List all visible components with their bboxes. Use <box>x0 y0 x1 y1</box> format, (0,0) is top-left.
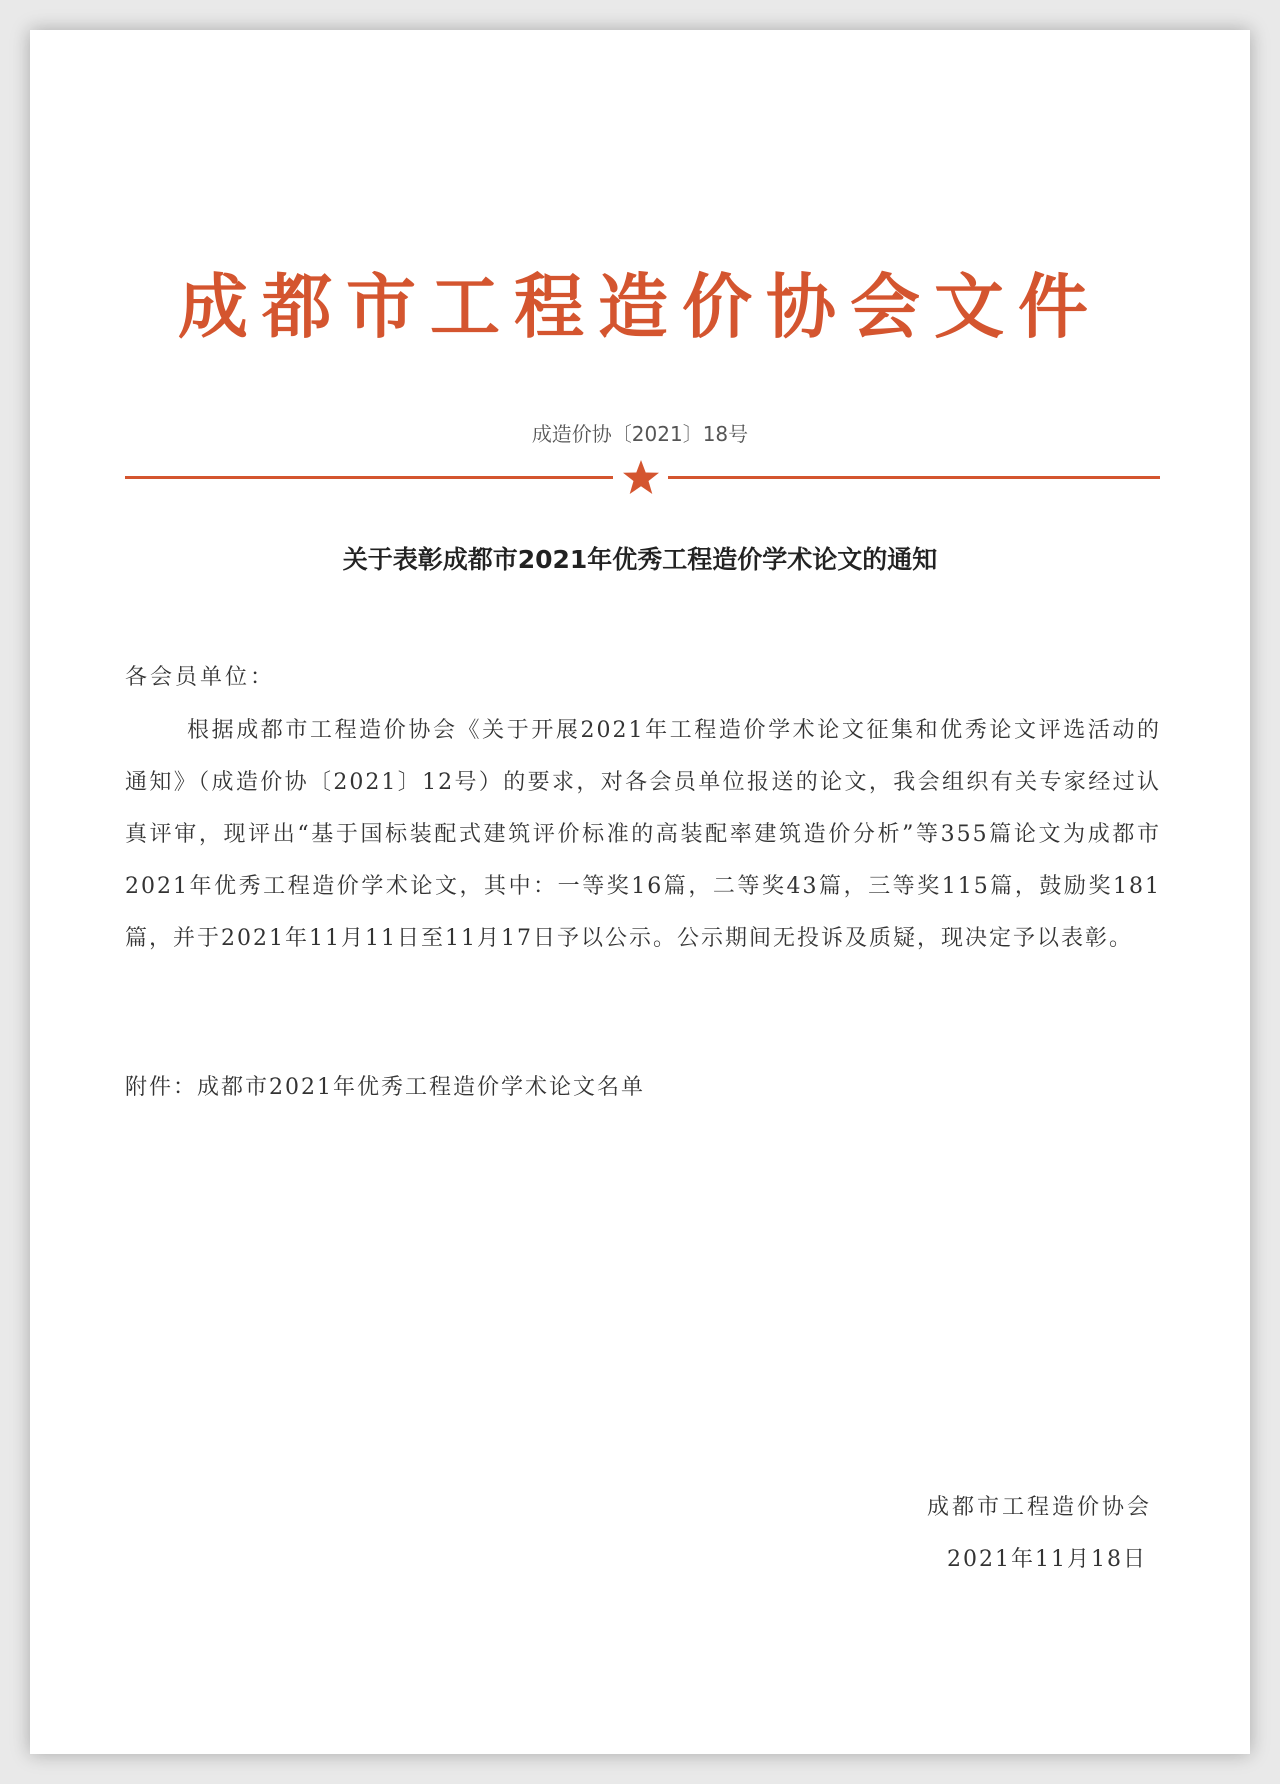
body-paragraph: 根据成都市工程造价协会《关于开展2021年工程造价学术论文征集和优秀论文评选活动的通知》（成造价协〔2021〕12号）的要求，对各会员单位报送的论文，我会组织有关专家经过认真评审，现评出“基于国标装配式建筑评价标准的高装配率建筑造价分析”等355篇论文为成都市2021年优秀工程造价学术论文，其中：一等奖16篇，二等奖43篇，三等奖115篇，鼓励奖181篇，并于2021年11月11日至11月17日予以公示。公示期间无投诉及质疑，现决定予以表彰。 <box>125 718 1161 951</box>
salutation: 各会员单位： <box>125 665 276 690</box>
attachment-line: 附件：成都市2021年优秀工程造价学术论文名单 <box>125 1075 645 1100</box>
header-title: 成都市工程造价协会文件 <box>178 265 1102 348</box>
star-icon <box>621 458 661 498</box>
signature-date: 2021年11月18日 <box>947 1547 1147 1572</box>
divider-right <box>668 476 1160 479</box>
document-page <box>30 30 1250 1754</box>
document-number: 成造价协〔2021〕18号 <box>531 422 749 446</box>
divider-left <box>125 476 613 479</box>
signer-organization: 成都市工程造价协会 <box>926 1495 1152 1520</box>
notice-title: 关于表彰成都市2021年优秀工程造价学术论文的通知 <box>342 545 938 574</box>
